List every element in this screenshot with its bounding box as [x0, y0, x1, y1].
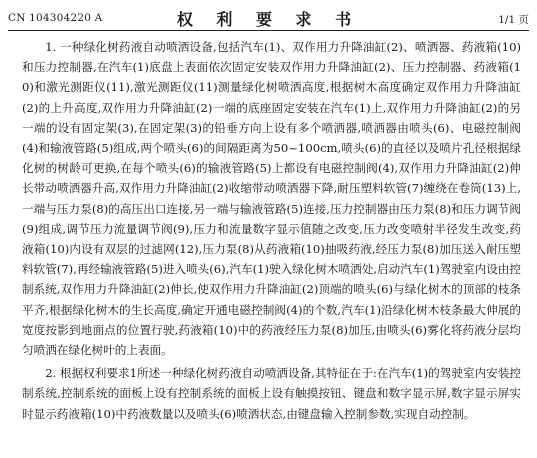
document-title: 权 利 要 求 书 [176, 10, 361, 29]
claim-1: 1. 一种绿化树药液自动喷洒设备,包括汽车(1)、双作用力升降油缸(2)、喷洒器、药液箱(10)和压力控制器,在汽车(1)底盘上表面依次固定安装双作用力升降油缸(2)、压力控制器、药液箱(10)和激光测距仪(11),激光测距仪(11)测量绿化树喷洒高度,根据树木高度确定双作用力升降油缸(2)的上升高度,双作用力升降油缸(2)一端的底座固定安装在汽车(1)上,双作用力升降油缸(2)的另一端的设有固定架(3),在固定架(3)的铅垂方向上设有多个喷洒器,喷洒器由喷头(6)、电磁控制阀(4)和输液管路(5)组成,两个喷头(6)的间隔距离为50~100cm,喷头(6)的直径以及喷片孔径根据绿化树的树龄可更换,在每个喷头(6)的输液管路(5)上都设有电磁控制阀(4),双作用力升降油缸(2)伸长带动喷洒器升高,双作用力升降油缸(2)收缩带动喷洒器下降,耐压塑料软管(7)缠绕在卷筒(13)上,一端与压力泵(8)的高压出口连接,另一端与输液管路(5)连接,压力控制器由压力泵(8)和压力调节阀(9)组成,调节压力流量调节阀(9),压力和流量数字显示值随之改变,压力改变喷射半径发生改变,药液箱(10)内设有双层的过滤网(12),压力泵(8)从药液箱(10)抽吸药液,经压力泵(8)加压送入耐压塑料软管(7),再经输液管路(5)进入喷头(6),汽车(1)驶入绿化树木喷洒处,启动汽车(1)驾驶室内设由控制系统,双作用力升降油缸(2)伸长,使双作用力升降油缸(2)顶端的喷头(6)与绿化树木的顶部的枝条平齐,根据绿化树木的生长高度,确定开通电磁控制阀(4)的个数,汽车(1)沿绿化树木枝条最大伸展的宽度按影到地面点的位置行驶,药液箱(10)中的药液经压力泵(8)加压,由喷头(6)雾化将药液分层均匀喷洒在绿化树叶的上表面。 [22, 40, 521, 358]
publication-number: CN 104304220 A [8, 12, 103, 24]
page-header [8, 6, 529, 30]
page-indicator: 1/1 页 [498, 14, 529, 26]
header-divider [8, 30, 529, 31]
claim-2: 2. 根据权利要求1所述一种绿化树药液自动喷洒设备,其特征在于:在汽车(1)的驾驶室内安装控制系统,控制系统的面板上设有控制系统的面板上设有触摸按钮、键盘和数字显示屏,数字显示屏实时显示药液箱(10)中药液数量以及喷头(6)喷洒状态,由键盘输入控制参数,实现自动控制。 [22, 366, 521, 421]
claims-body [22, 37, 521, 424]
